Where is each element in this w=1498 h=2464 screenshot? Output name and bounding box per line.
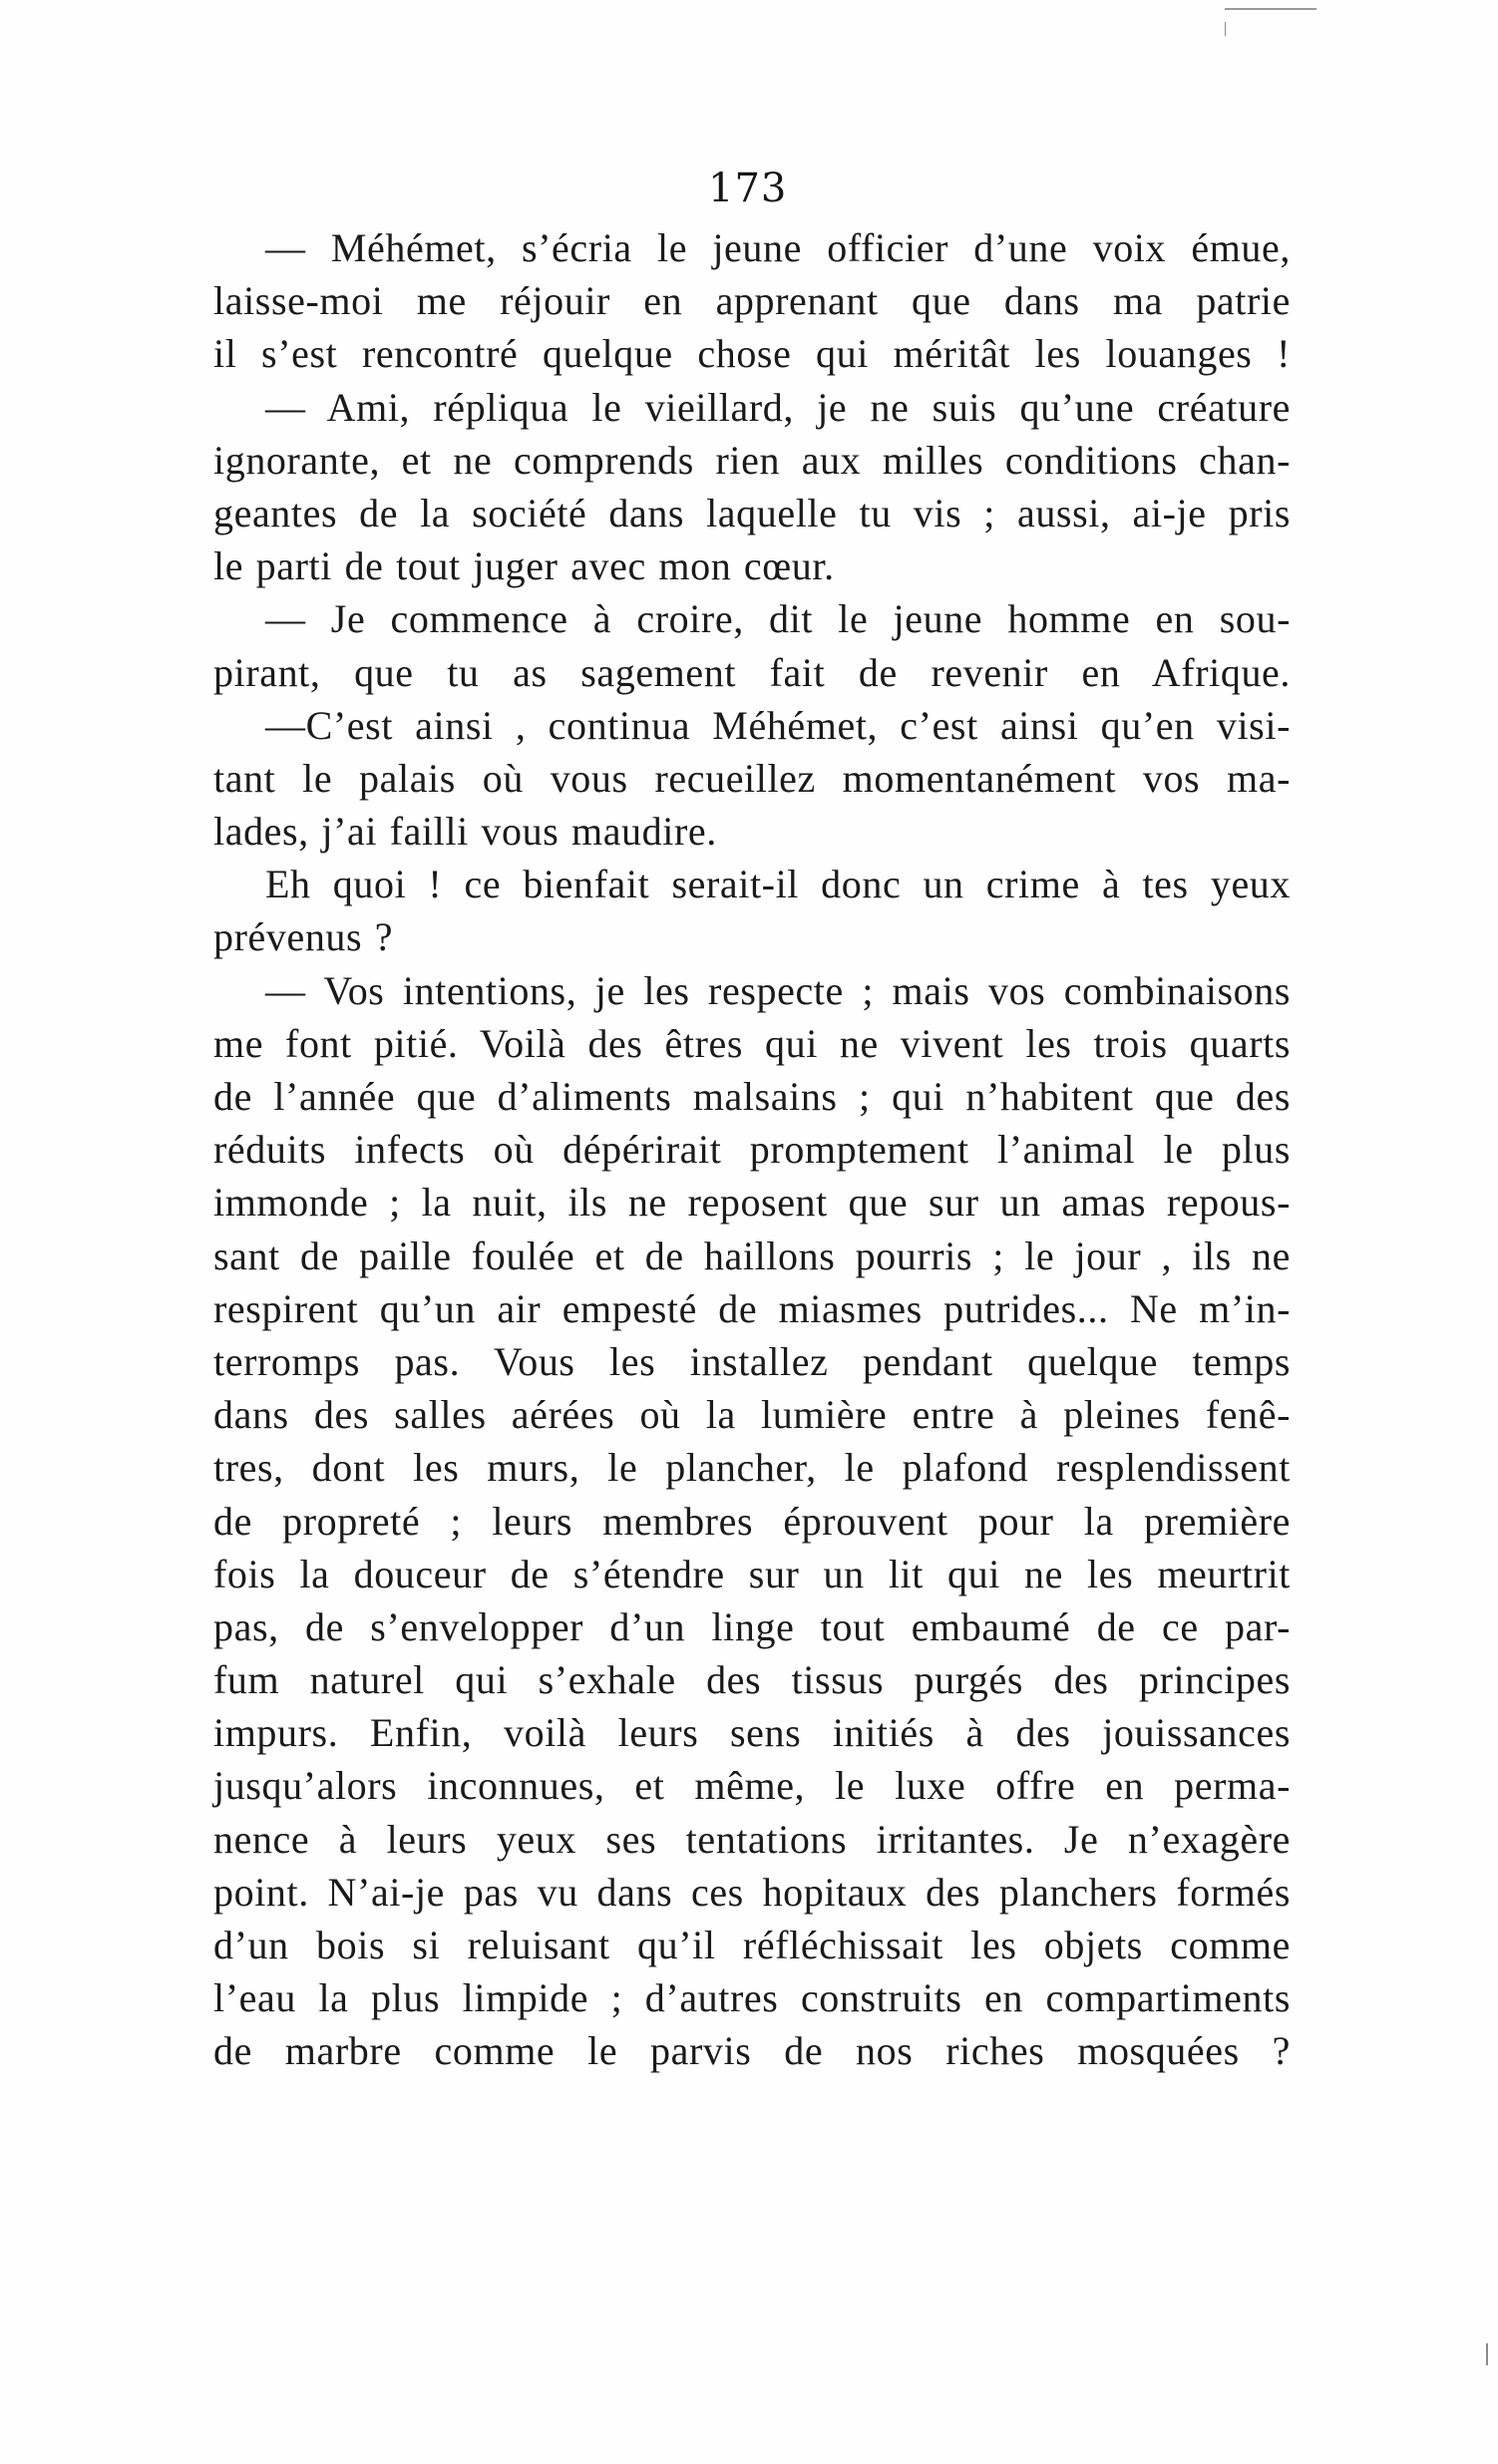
text-line: sant de paille foulée et de haillons pourris ; le jour , ils ne xyxy=(213,1232,1291,1278)
text-line: fois la douceur de s’étendre sur un lit qui ne les meurtrit xyxy=(213,1551,1291,1596)
text-line: nence à leurs yeux ses tentations irritantes. Je n’exagère xyxy=(213,1816,1291,1862)
text-line: — Je commence à croire, dit le jeune homme en sou- xyxy=(265,596,1291,642)
text-line: geantes de la société dans laquelle tu vis ; aussi, ai-je pris xyxy=(213,490,1291,535)
text-line: de propreté ; leurs membres éprouvent pour la première xyxy=(213,1498,1291,1544)
text-line: — Ami, répliqua le vieillard, je ne suis qu’une créature xyxy=(265,384,1291,430)
text-line: le parti de tout juger avec mon cœur. xyxy=(213,543,835,589)
text-line: dans des salles aérées où la lumière entre à pleines fenê- xyxy=(213,1392,1291,1438)
body-text xyxy=(213,221,1291,2078)
text-line: —C’est ainsi , continua Méhémet, c’est ainsi qu’en visi- xyxy=(265,702,1291,748)
text-line: laisse-moi me réjouir en apprenant que dans ma patrie xyxy=(213,278,1291,324)
text-line: réduits infects où dépérirait promptement l’animal le plus xyxy=(213,1127,1291,1173)
text-line: tant le palais où vous recueillez momentanément vos ma- xyxy=(213,755,1291,801)
text-line: de marbre comme le parvis de nos riches mosquées ? xyxy=(213,2028,1291,2074)
text-line: ignorante, et ne comprends rien aux milles conditions chan- xyxy=(213,437,1291,483)
text-line: tres, dont les murs, le plancher, le plafond resplendissent xyxy=(213,1445,1291,1491)
scan-edge-mark xyxy=(1225,8,1316,10)
text-line: Eh quoi ! ce bienfait serait-il donc un crime à tes yeux xyxy=(265,862,1291,907)
scan-edge-tick xyxy=(1225,22,1226,36)
text-line: pas, de s’envelopper d’un linge tout embaumé de ce par- xyxy=(213,1603,1291,1649)
text-line: me font pitié. Voilà des êtres qui ne vivent les trois quarts xyxy=(213,1020,1291,1066)
text-line: respirent qu’un air empesté de miasmes putrides... Ne m’in- xyxy=(213,1285,1291,1331)
text-line: l’eau la plus limpide ; d’autres construits en compartiments xyxy=(213,1975,1291,2021)
text-line: prévenus ? xyxy=(213,914,394,960)
text-line: terromps pas. Vous les installez pendant quelque temps xyxy=(213,1338,1291,1384)
text-line: lades, j’ai failli vous maudire. xyxy=(213,809,717,855)
scan-edge-tick xyxy=(1486,2343,1488,2365)
text-line: de l’année que d’aliments malsains ; qui n’habitent que des xyxy=(213,1074,1291,1119)
text-line: — Méhémet, s’écria le jeune officier d’une voix émue, xyxy=(265,225,1291,270)
page-number: 173 xyxy=(708,166,788,211)
text-line: impurs. Enfin, voilà leurs sens initiés à des jouissances xyxy=(213,1710,1291,1756)
text-line: d’un bois si reluisant qu’il réfléchissait les objets comme xyxy=(213,1923,1291,1967)
text-line: il s’est rencontré quelque chose qui méritât les louanges ! xyxy=(213,331,1291,377)
text-line: — Vos intentions, je les respecte ; mais vos combinaisons xyxy=(265,967,1291,1013)
text-line: immonde ; la nuit, ils ne reposent que sur un amas repous- xyxy=(213,1180,1291,1226)
text-line: jusqu’alors inconnues, et même, le luxe offre en perma- xyxy=(213,1763,1291,1809)
text-line: pirant, que tu as sagement fait de revenir en Afrique. xyxy=(213,649,1291,695)
text-line: fum naturel qui s’exhale des tissus purgés des principes xyxy=(213,1657,1291,1703)
text-line: point. N’ai-je pas vu dans ces hopitaux des planchers formés xyxy=(213,1869,1291,1915)
